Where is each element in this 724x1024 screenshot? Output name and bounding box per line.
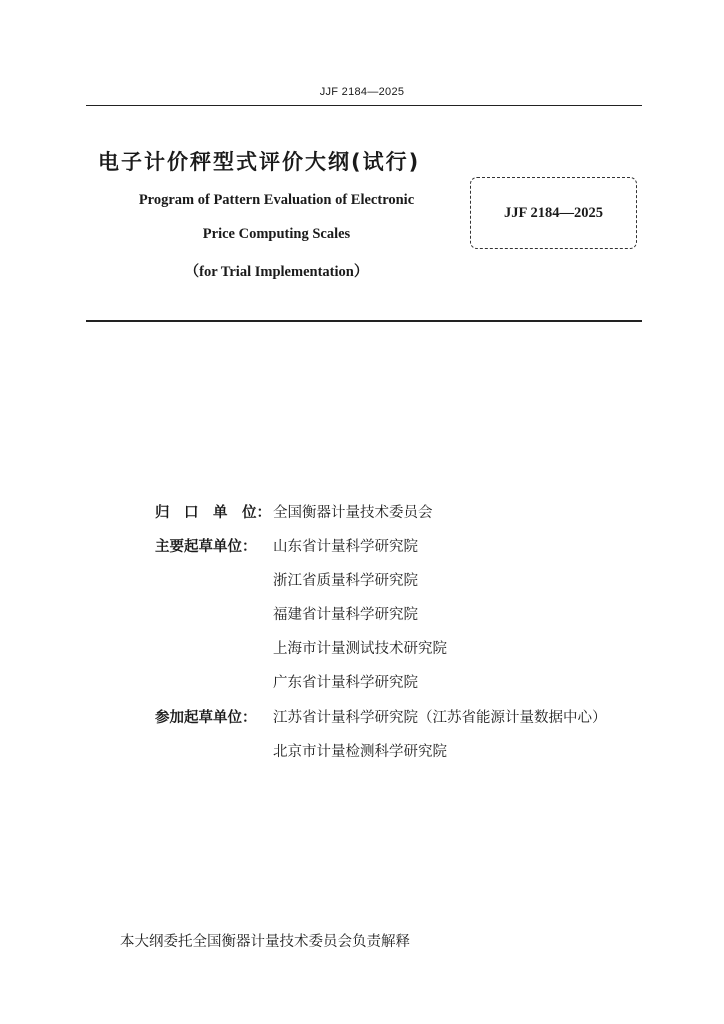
main-drafter: 上海市计量测试技术研究院	[273, 641, 447, 657]
responsible-unit: 全国衡器计量技术委员会	[273, 505, 433, 521]
document-title-en-line2: Price Computing Scales	[202, 226, 351, 242]
main-drafter-row	[0, 603, 724, 627]
responsible-unit-label: 归 口 单 位：	[155, 505, 271, 521]
participants-label: 参加起草单位：	[155, 710, 257, 726]
document-title-en-line3: （for Trial Implementation）	[184, 264, 369, 280]
main-drafter-row	[0, 671, 724, 695]
participant-row	[0, 706, 724, 730]
participant: 江苏省计量科学研究院（江苏省能源计量数据中心）	[273, 710, 607, 726]
participant-row	[0, 740, 724, 764]
main-drafter-row	[0, 535, 724, 559]
responsible-unit-row	[0, 501, 724, 525]
interpretation-note: 本大纲委托全国衡器计量技术委员会负责解释	[120, 934, 410, 950]
main-drafter: 浙江省质量科学研究院	[273, 573, 418, 589]
header-rule	[86, 105, 642, 106]
document-title-en-line1: Program of Pattern Evaluation of Electronic	[138, 192, 415, 208]
header-code: JJF 2184—2025	[319, 86, 405, 98]
main-drafter-row	[0, 637, 724, 661]
standard-code: JJF 2184—2025	[504, 204, 603, 221]
main-drafter: 广东省计量科学研究院	[273, 675, 418, 691]
main-drafter: 山东省计量科学研究院	[273, 539, 418, 555]
main-drafter-row	[0, 569, 724, 593]
standard-code-box	[470, 177, 637, 249]
participant: 北京市计量检测科学研究院	[273, 744, 447, 760]
section-rule	[86, 320, 642, 322]
document-title-cn: 电子计价秤型式评价大纲(试行)	[98, 150, 421, 174]
main-drafters-label: 主要起草单位：	[155, 539, 257, 555]
main-drafter: 福建省计量科学研究院	[273, 607, 418, 623]
